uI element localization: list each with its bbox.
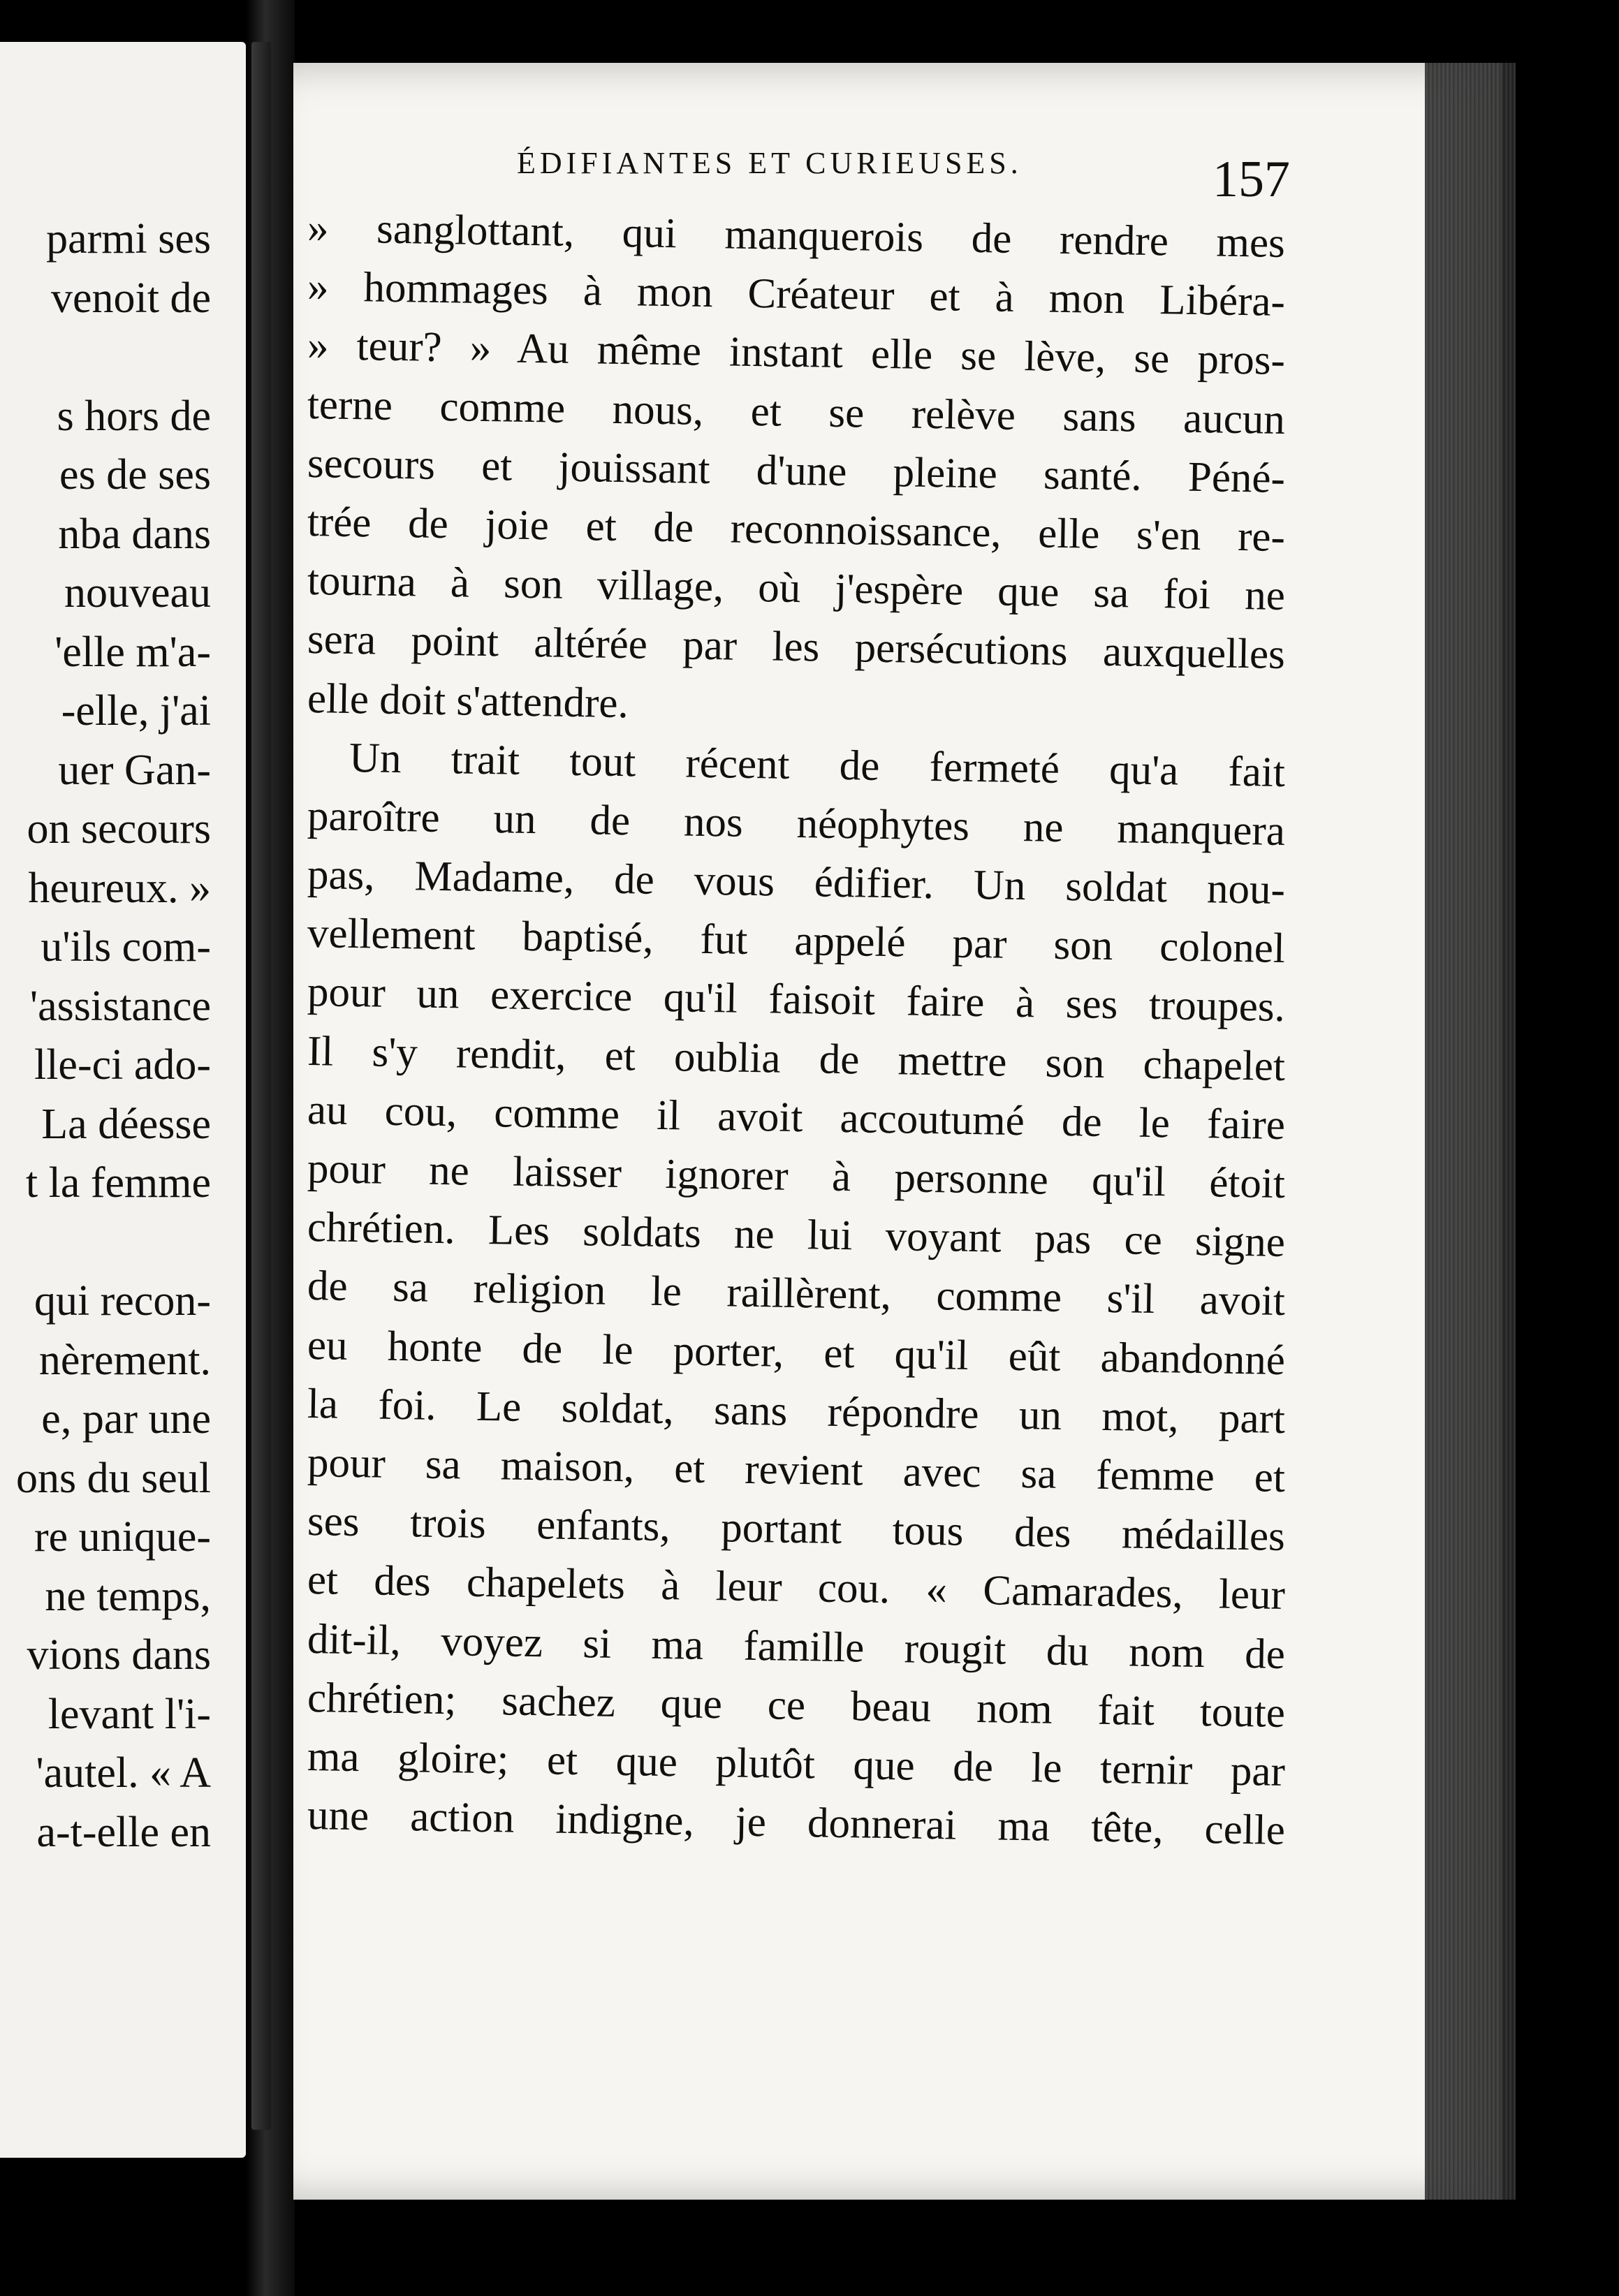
- left-line: t la femme: [25, 1159, 211, 1207]
- left-line: heureux. »: [28, 864, 211, 912]
- left-line: ons du seul: [16, 1454, 211, 1502]
- left-line: re unique-: [34, 1513, 211, 1561]
- text-line: pour un exercice qu'il faisoit faire à ses troupes.: [307, 969, 1286, 1031]
- text-line: eu honte de le porter, et qu'il eût abandonné: [307, 1321, 1286, 1384]
- text-line: chrétien. Les soldats ne lui voyant pas ce signe: [307, 1204, 1286, 1267]
- left-line: s hors de: [57, 392, 211, 440]
- left-line: ne temps,: [45, 1572, 211, 1620]
- left-line: [16, 328, 211, 387]
- text-line: pour ne laisser ignorer à personne qu'il étoit: [307, 1145, 1286, 1207]
- left-line: venoit de: [51, 274, 211, 322]
- text-line: pour sa maison, et revient avec sa femme et: [307, 1438, 1286, 1501]
- left-line: 'assistance: [29, 982, 211, 1030]
- left-line: nouveau: [64, 569, 211, 617]
- left-page: [0, 42, 246, 2158]
- left-line: parmi ses: [46, 215, 211, 263]
- text-line: elle doit s'attendre.: [307, 675, 629, 727]
- left-line: uer Gan-: [58, 746, 211, 794]
- left-line: [16, 1213, 211, 1272]
- text-line: pas, Madame, de vous édifier. Un soldat nou-: [307, 851, 1286, 914]
- text-line: une action indigne, je donnerai ma tête, celle: [307, 1792, 1286, 1855]
- left-line: on secours: [27, 805, 211, 853]
- text-line: Un trait tout récent de fermeté qu'a fait: [349, 734, 1286, 796]
- text-line: secours et jouissant d'une pleine santé. Péné-: [307, 439, 1286, 502]
- text-line: chrétien; sachez que ce beau nom fait toute: [307, 1674, 1286, 1737]
- text-line: la foi. Le soldat, sans répondre un mot, part: [307, 1380, 1286, 1443]
- left-line: a-t-elle en: [36, 1808, 211, 1856]
- text-line: vellement baptisé, fut appelé par son colonel: [307, 910, 1286, 973]
- text-line: terne comme nous, et se relève sans aucun: [307, 381, 1286, 443]
- left-line: levant l'i-: [47, 1690, 211, 1738]
- left-line: e, par une: [41, 1395, 211, 1443]
- text-line: de sa religion le raillèrent, comme s'il avoit: [307, 1263, 1286, 1325]
- left-line: -elle, j'ai: [61, 687, 211, 735]
- left-line: 'elle m'a-: [54, 628, 211, 676]
- text-line: » hommages à mon Créateur et à mon Libéra-: [307, 263, 1286, 326]
- left-line: lle-ci ado-: [34, 1041, 211, 1089]
- page-block-edge: [1425, 63, 1516, 2200]
- text-line: paroître un de nos néophytes ne manquera: [307, 792, 1286, 855]
- text-line: au cou, comme il avoit accoutumé de le faire: [307, 1086, 1286, 1149]
- text-line: tourna à son village, où j'espère que sa foi ne: [307, 557, 1286, 620]
- running-head: ÉDIFIANTES ET CURIEUSES.: [517, 146, 1023, 180]
- text-line: dit-il, voyez si ma famille rougit du nom de: [307, 1615, 1286, 1678]
- text-line: trée de joie et de reconnoissance, elle s'en re-: [307, 498, 1286, 561]
- text-line: » teur? » Au même instant elle se lève, se pros-: [307, 322, 1286, 385]
- left-line: 'autel. « A: [36, 1749, 211, 1797]
- left-line: es de ses: [59, 451, 211, 499]
- right-page-text: [307, 199, 1286, 1855]
- text-line: ma gloire; et que plutôt que de le ternir par: [307, 1732, 1286, 1795]
- left-line: vions dans: [27, 1631, 211, 1679]
- left-line: qui recon-: [34, 1277, 211, 1325]
- page-number: 157: [1213, 151, 1290, 208]
- spine-edge: [251, 42, 271, 2130]
- left-line: u'ils com-: [41, 923, 211, 971]
- left-line: La déesse: [41, 1100, 211, 1148]
- text-line: sera point altérée par les persécutions auxquelles: [307, 616, 1286, 679]
- text-line: Il s'y rendit, et oublia de mettre son chapelet: [307, 1027, 1286, 1090]
- left-line: nèrement.: [38, 1336, 211, 1384]
- text-line: » sanglottant, qui manquerois de rendre mes: [307, 205, 1286, 267]
- text-line: ses trois enfants, portant tous des médailles: [307, 1498, 1286, 1561]
- text-line: et des chapelets à leur cou. « Camarades, leur: [307, 1557, 1286, 1619]
- left-page-text: [16, 209, 211, 1862]
- left-line: nba dans: [58, 510, 211, 558]
